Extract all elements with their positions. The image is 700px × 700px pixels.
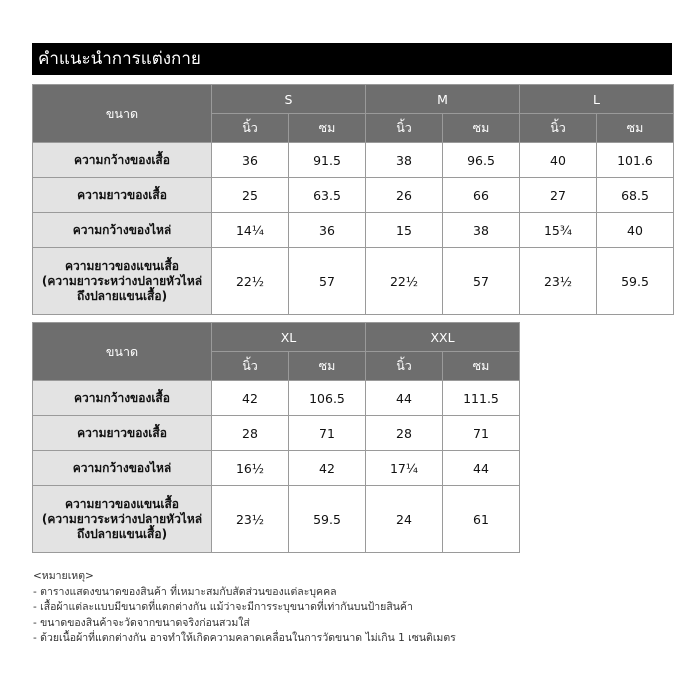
table-cell: 57 [289, 248, 366, 315]
unit-inch: นิ้ว [520, 114, 597, 143]
unit-inch: นิ้ว [212, 114, 289, 143]
table-cell: 17¼ [366, 451, 443, 486]
unit-cm: ซม [289, 352, 366, 381]
table-cell: 26 [366, 178, 443, 213]
table-cell: 42 [212, 381, 289, 416]
note-item: - เสื้อผ้าแต่ละแบบมีขนาดที่แตกต่างกัน แม้ว่าจะมีการระบุขนาดที่เท่ากันบนป้ายสินค้า [33, 601, 413, 613]
size-l-header: L [520, 85, 674, 114]
table-cell: 23½ [212, 486, 289, 553]
table-cell: 15 [366, 213, 443, 248]
table-cell: 27 [520, 178, 597, 213]
table-row [33, 381, 520, 416]
table-cell: 16½ [212, 451, 289, 486]
unit-cm: ซม [597, 114, 674, 143]
row-label-line: ความยาวของแขนเสื้อ [65, 258, 179, 273]
table-cell: 71 [289, 416, 366, 451]
table-cell: 111.5 [443, 381, 520, 416]
size-xxl-header: XXL [366, 323, 520, 352]
unit-cm: ซม [443, 114, 520, 143]
table-cell: 23½ [520, 248, 597, 315]
table-cell: 101.6 [597, 143, 674, 178]
row-label: ความกว้างของเสื้อ [33, 381, 212, 416]
notes-heading: <หมายเหตุ> [33, 570, 94, 582]
size-xl-header: XL [212, 323, 366, 352]
row-label-line: ความยาวของแขนเสื้อ [65, 496, 179, 511]
row-label: ความยาวของเสื้อ [33, 416, 212, 451]
table-cell: 44 [443, 451, 520, 486]
row-label: ความกว้างของเสื้อ [33, 143, 212, 178]
size-table-s-m-l [32, 84, 674, 315]
table-cell: 44 [366, 381, 443, 416]
table-cell: 22½ [212, 248, 289, 315]
table-cell: 25 [212, 178, 289, 213]
unit-inch: นิ้ว [366, 114, 443, 143]
table-cell: 36 [212, 143, 289, 178]
notes [33, 569, 673, 647]
table-cell: 22½ [366, 248, 443, 315]
table-cell: 106.5 [289, 381, 366, 416]
size-m-header: M [366, 85, 520, 114]
size-table-xl-xxl [32, 322, 520, 553]
unit-inch: นิ้ว [366, 352, 443, 381]
table-cell: 96.5 [443, 143, 520, 178]
table-row [33, 416, 520, 451]
unit-cm: ซม [443, 352, 520, 381]
row-label: ความยาวของเสื้อ [33, 178, 212, 213]
table-cell: 24 [366, 486, 443, 553]
table-cell: 63.5 [289, 178, 366, 213]
unit-cm: ซม [289, 114, 366, 143]
table-cell: 61 [443, 486, 520, 553]
table-cell: 15¾ [520, 213, 597, 248]
table-row [33, 143, 674, 178]
row-label: ความกว้างของไหล่ [33, 213, 212, 248]
table-row [33, 213, 674, 248]
size-s-header: S [212, 85, 366, 114]
table-cell: 28 [366, 416, 443, 451]
note-item: - ด้วยเนื้อผ้าที่แตกต่างกัน อาจทำให้เกิดความคลาดเคลื่อนในการวัดขนาด ไม่เกิน 1 เซนติเมตร [33, 632, 456, 644]
table-row [33, 451, 520, 486]
row-label-line: (ความยาวระหว่างปลายหัวไหล่ [41, 273, 203, 288]
unit-inch: นิ้ว [212, 352, 289, 381]
table-cell: 36 [289, 213, 366, 248]
table-cell: 68.5 [597, 178, 674, 213]
table-row [33, 178, 674, 213]
table-cell: 71 [443, 416, 520, 451]
note-item: - ขนาดของสินค้าจะวัดจากขนาดจริงก่อนสวมใส่ [33, 616, 250, 629]
table-cell: 38 [366, 143, 443, 178]
table-cell: 40 [597, 213, 674, 248]
table-row [33, 248, 674, 315]
table-cell: 59.5 [597, 248, 674, 315]
table-cell: 59.5 [289, 486, 366, 553]
table-cell: 91.5 [289, 143, 366, 178]
row-label-line: ถึงปลายแขนเสื้อ) [76, 288, 168, 303]
table-cell: 28 [212, 416, 289, 451]
row-label-line: (ความยาวระหว่างปลายหัวไหล่ [41, 511, 203, 526]
note-item: - ตารางแสดงขนาดของสินค้า ที่เหมาะสมกับสัดส่วนของแต่ละบุคคล [33, 585, 337, 598]
table-cell: 66 [443, 178, 520, 213]
row-label [33, 248, 212, 315]
table-cell: 57 [443, 248, 520, 315]
row-label-line: ถึงปลายแขนเสื้อ) [76, 526, 168, 541]
row-label: ความกว้างของไหล่ [33, 451, 212, 486]
table-cell: 40 [520, 143, 597, 178]
table-cell: 42 [289, 451, 366, 486]
table-cell: 38 [443, 213, 520, 248]
size-header: ขนาด [33, 85, 212, 143]
page-title: คำแนะนำการแต่งกาย [32, 43, 672, 75]
table-cell: 14¼ [212, 213, 289, 248]
table-row [33, 486, 520, 553]
size-header: ขนาด [33, 323, 212, 381]
row-label [33, 486, 212, 553]
